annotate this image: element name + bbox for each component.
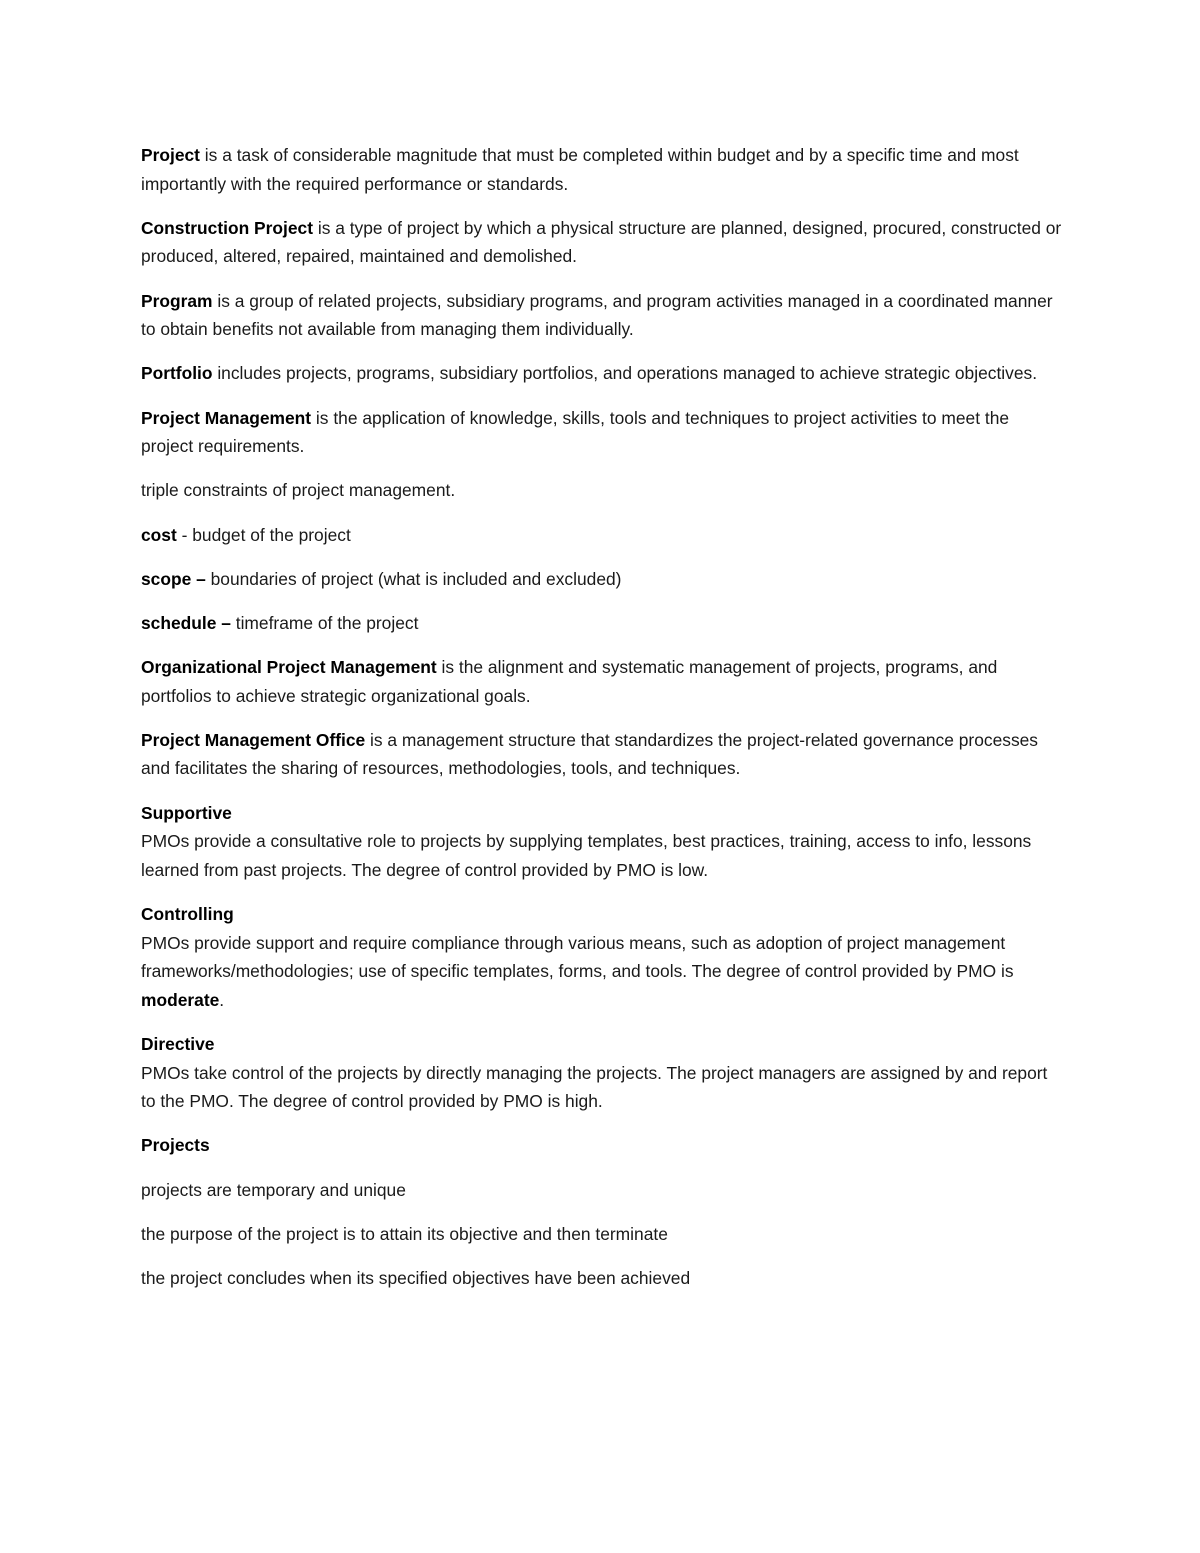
definition-project (141, 141, 1066, 198)
definition-project-management (141, 404, 1066, 461)
constraint-text: - budget of the project (176, 524, 351, 545)
constraint-term: schedule – (141, 612, 231, 633)
definition-term: Program (141, 290, 213, 311)
constraint-text: timeframe of the project (230, 612, 419, 633)
pmo-type-text: PMOs provide a consultative role to projects by supplying templates, best practices, training, access to info, lessons learned from past projects. The degree of control provided by PMO is low. (141, 831, 1032, 880)
constraint-cost (141, 521, 1066, 550)
definition-program (141, 287, 1066, 344)
pmo-type-description (141, 929, 1066, 1015)
constraint-schedule (141, 609, 1066, 638)
projects-heading: Projects (141, 1135, 210, 1156)
definition-portfolio (141, 359, 1066, 388)
definition-construction-project (141, 214, 1066, 271)
pmo-type-heading: Supportive (141, 802, 232, 823)
pmo-type-directive (141, 1030, 1066, 1116)
pmo-type-description (141, 827, 1066, 884)
projects-line: the project concludes when its specified objectives have been achieved (141, 1267, 691, 1288)
pmo-type-punctuation: . (219, 989, 225, 1010)
definition-organizational-project-management (141, 653, 1066, 710)
definition-term: Organizational Project Management (141, 657, 437, 678)
definition-term: Portfolio (141, 363, 213, 384)
document-body (141, 141, 1066, 1308)
definition-text: is a type of project by which a physical structure are planned, designed, procured, constructed or produced, altered, repaired, maintained and demolished. (141, 217, 1062, 267)
definition-term: Project Management (141, 407, 312, 428)
projects-line: the purpose of the project is to attain its objective and then terminate (141, 1223, 668, 1244)
constraint-term: cost (141, 524, 177, 545)
projects-line: projects are temporary and unique (141, 1179, 406, 1200)
definition-term: Construction Project (141, 217, 313, 238)
pmo-type-controlling (141, 900, 1066, 1014)
definition-text: is a management structure that standardizes the project-related governance processes and facilitates the sharing of resources, methodologies, tools, and techniques. (141, 729, 1039, 779)
constraint-term: scope – (141, 568, 206, 589)
definition-project-management-office (141, 726, 1066, 783)
constraint-text: boundaries of project (what is included and excluded) (205, 568, 622, 589)
definition-text: is the alignment and systematic management of projects, programs, and portfolios to achieve strategic organizational goals. (141, 657, 998, 706)
pmo-type-description (141, 1059, 1066, 1116)
definition-text: is a task of considerable magnitude that must be completed within budget and by a specific time and most importantly with the required performance or standards. (141, 145, 1019, 194)
pmo-type-text: PMOs take control of the projects by directly managing the projects. The project managers are assigned by and report to the PMO. The degree of control provided by PMO is high. (141, 1062, 1048, 1112)
constraints-intro: triple constraints of project management. (141, 480, 456, 501)
definition-text: includes projects, programs, subsidiary portfolios, and operations managed to achieve strategic objectives. (212, 363, 1038, 384)
definition-term: Project (141, 145, 200, 165)
definition-term: Project Management Office (141, 729, 366, 750)
definition-text: is a group of related projects, subsidiary programs, and program activities managed in a coordinated manner to obtain benefits not available from managing them individually. (141, 290, 1053, 340)
definition-text: is the application of knowledge, skills, tools and techniques to project activities to meet the project requirements. (141, 407, 1010, 457)
pmo-type-heading: Controlling (141, 904, 234, 924)
pmo-type-supportive (141, 799, 1066, 885)
pmo-type-heading: Directive (141, 1033, 215, 1054)
pmo-type-text: PMOs provide support and require compliance through various means, such as adoption of project management frameworks/methodologies; use of specific templates, forms, and tools. The degree of control provided by PMO is (141, 932, 1014, 982)
pmo-type-level: moderate (141, 989, 220, 1010)
constraint-scope (141, 565, 1066, 594)
